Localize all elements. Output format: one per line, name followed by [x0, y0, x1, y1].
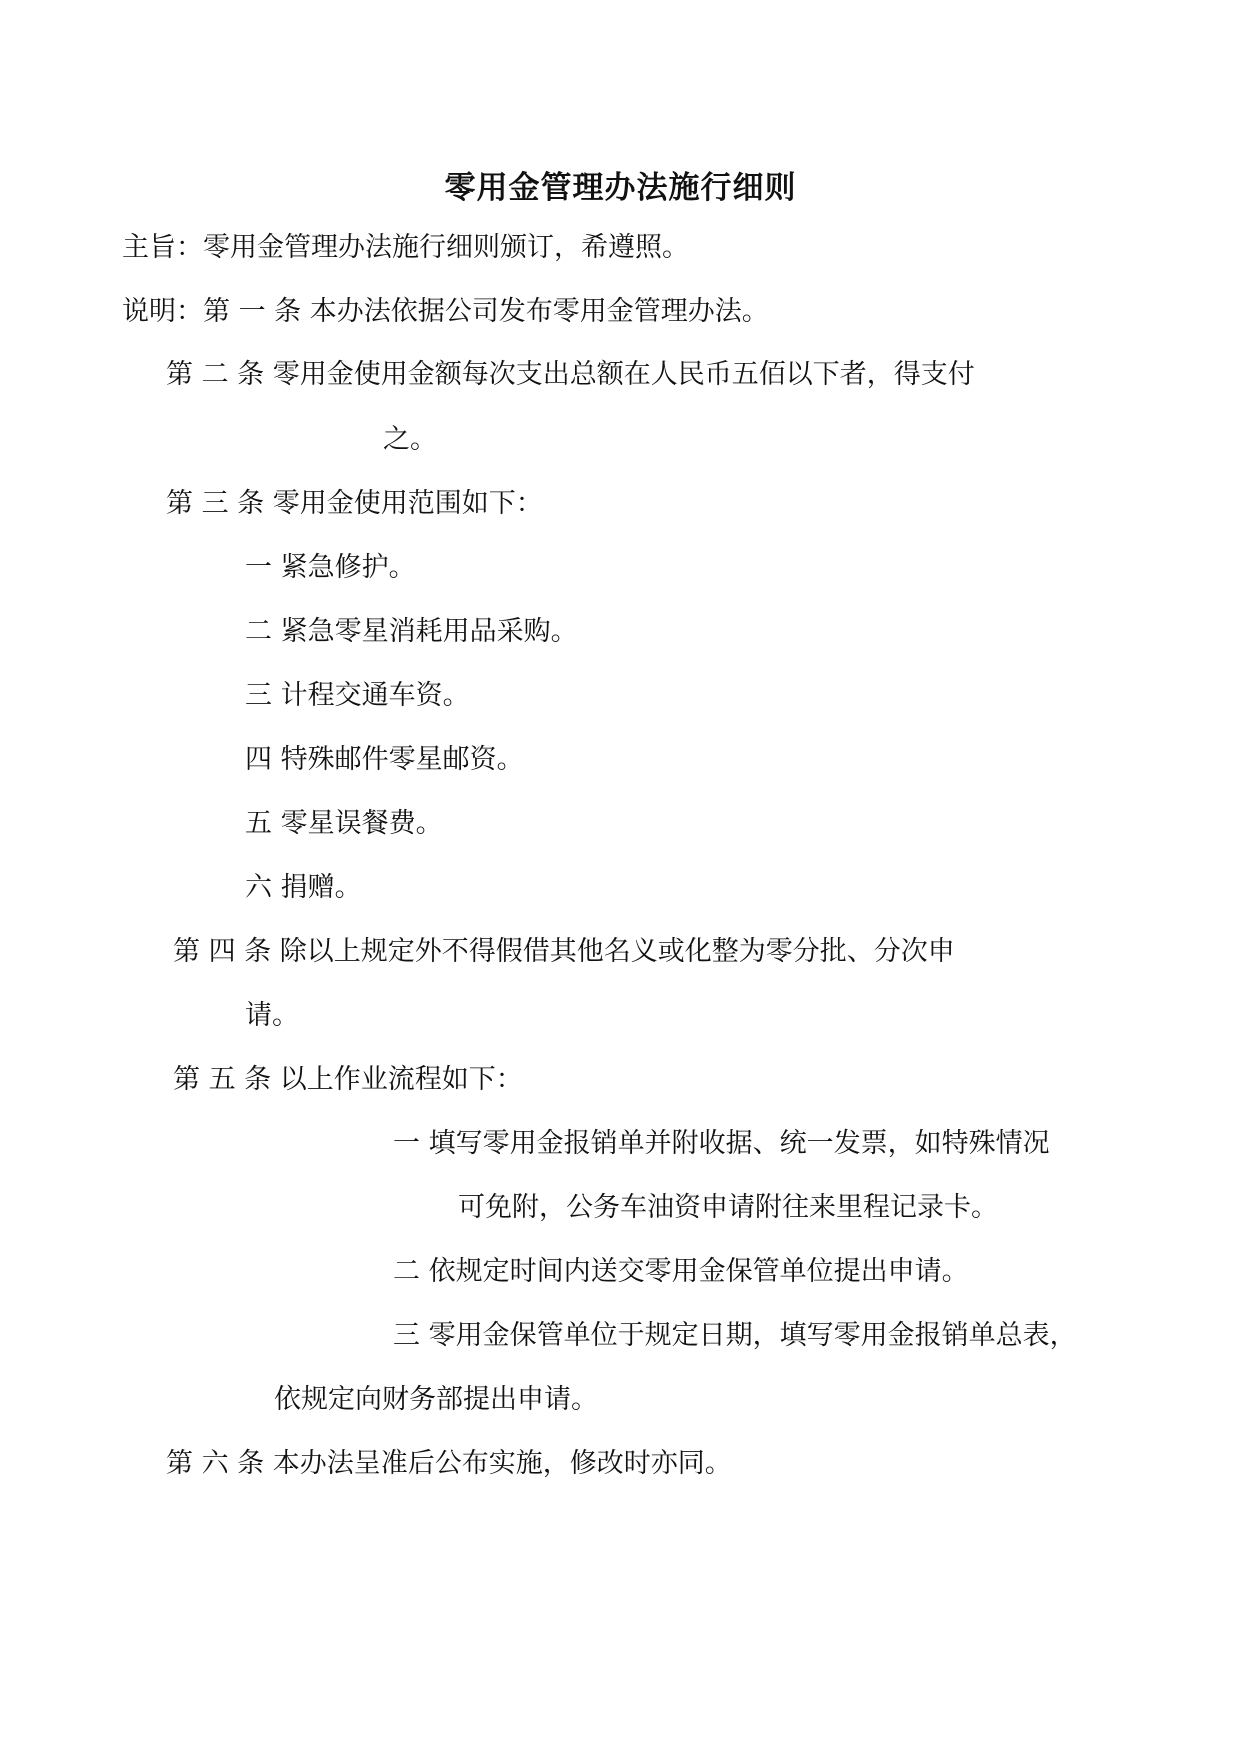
article-2-line: 第 二 条 零用金使用金额每次支出总额在人民币五佰以下者，得支付	[166, 359, 975, 390]
process-step: 三 零用金保管单位于规定日期，填写零用金报销单总表，	[393, 1320, 1077, 1351]
list-item: 一 紧急修护。	[245, 552, 416, 583]
list-item: 六 捐赠。	[245, 872, 362, 903]
process-step-continuation: 可免附，公务车油资申请附往来里程记录卡。	[458, 1192, 998, 1223]
article-6-line: 第 六 条 本办法呈准后公布实施，修改时亦同。	[166, 1448, 732, 1479]
article-3-line: 第 三 条 零用金使用范围如下：	[166, 488, 543, 519]
list-item: 四 特殊邮件零星邮资。	[245, 744, 524, 775]
article-5-line: 第 五 条 以上作业流程如下：	[173, 1064, 523, 1095]
list-item: 三 计程交通车资。	[245, 680, 470, 711]
process-step-continuation: 依规定向财务部提出申请。	[274, 1384, 598, 1415]
page-title: 零用金管理办法施行细则	[444, 170, 797, 206]
list-item: 五 零星误餐费。	[245, 808, 443, 839]
process-step: 二 依规定时间内送交零用金保管单位提出申请。	[393, 1256, 969, 1287]
article-2-continuation: 之。	[383, 424, 437, 455]
article-1-line: 说明：第 一 条 本办法依据公司发布零用金管理办法。	[122, 296, 769, 327]
article-4-continuation: 请。	[245, 1000, 299, 1031]
list-item: 二 紧急零星消耗用品采购。	[245, 616, 578, 647]
process-step: 一 填写零用金报销单并附收据、统一发票，如特殊情况	[393, 1128, 1050, 1159]
purpose-line: 主旨：零用金管理办法施行细则颁订，希遵照。	[122, 232, 689, 263]
article-4-line: 第 四 条 除以上规定外不得假借其他名义或化整为零分批、分次申	[173, 936, 955, 967]
